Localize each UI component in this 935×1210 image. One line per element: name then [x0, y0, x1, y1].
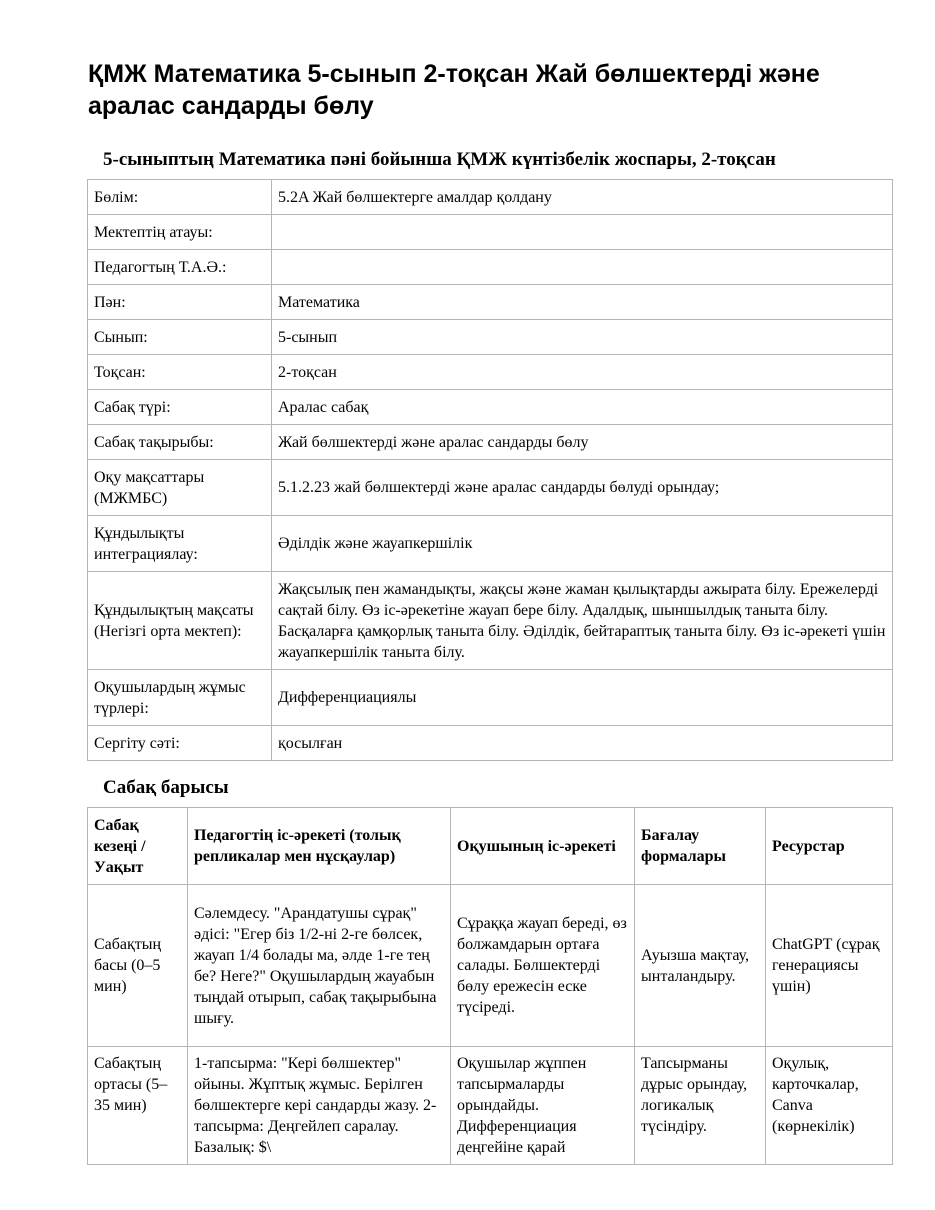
info-key: Тоқсан: — [88, 355, 272, 390]
info-key: Сабақ тақырыбы: — [88, 425, 272, 460]
info-key: Құндылықтың мақсаты (Негізгі орта мектеп): — [88, 572, 272, 670]
table-row — [88, 726, 893, 761]
table-row — [88, 1047, 893, 1165]
info-key: Сынып: — [88, 320, 272, 355]
info-value: қосылған — [272, 726, 893, 761]
info-key: Оқу мақсаттары (МЖМБС) — [88, 460, 272, 516]
table-row — [88, 460, 893, 516]
cell-student: Сұраққа жауап береді, өз болжамдарын ортаға салады. Бөлшектерді бөлу ережесін еске түсіреді. — [451, 885, 635, 1047]
info-value: 2-тоқсан — [272, 355, 893, 390]
column-header-resources: Ресурстар — [766, 808, 893, 885]
cell-student: Оқушылар жұппен тапсырмаларды орындайды. Дифференциация деңгейіне қарай — [451, 1047, 635, 1165]
cell-stage: Сабақтың басы (0–5 мин) — [88, 885, 188, 1047]
info-key: Сабақ түрі: — [88, 390, 272, 425]
info-value: Аралас сабақ — [272, 390, 893, 425]
info-key: Мектептің атауы: — [88, 215, 272, 250]
table-row — [88, 250, 893, 285]
table-row — [88, 320, 893, 355]
info-value — [272, 250, 893, 285]
info-value: Дифференциациялы — [272, 670, 893, 726]
info-value: 5.1.2.23 жай бөлшектерді және аралас сандарды бөлуді орындау; — [272, 460, 893, 516]
info-key: Бөлім: — [88, 180, 272, 215]
table-row — [88, 425, 893, 460]
table-row — [88, 390, 893, 425]
lesson-progress-table — [87, 807, 893, 1165]
info-value: Жай бөлшектерді және аралас сандарды бөлу — [272, 425, 893, 460]
info-key: Педагогтың Т.А.Ә.: — [88, 250, 272, 285]
info-key: Оқушылардың жұмыс түрлері: — [88, 670, 272, 726]
info-value: Жақсылық пен жамандықты, жақсы және жаман қылықтарды ажырата білу. Ережелерді сақтай білу. Өз іс-әрекетіне жауап бере білу. Адалдық, шыншылдық таныта білу. Басқаларға қамқорлық таныта білу. Әділдік, бейтараптық таныта білу. Өз іс-әрекеті үшін жауапкершілік таныта білу. — [272, 572, 893, 670]
table-row — [88, 670, 893, 726]
info-value: Әділдік және жауапкершілік — [272, 516, 893, 572]
info-key: Құндылықты интеграциялау: — [88, 516, 272, 572]
document-title: ҚМЖ Математика 5-сынып 2-тоқсан Жай бөлшектерді және аралас сандарды бөлу — [88, 60, 820, 120]
info-key: Пән: — [88, 285, 272, 320]
table-row — [88, 355, 893, 390]
column-header-student: Оқушының іс-әрекеті — [451, 808, 635, 885]
cell-resources: Оқулық, карточкалар, Canva (көрнекілік) — [766, 1047, 893, 1165]
info-value — [272, 215, 893, 250]
info-value: 5-сынып — [272, 320, 893, 355]
cell-teacher: Сәлемдесу. "Арандатушы сұрақ" әдісі: "Егер біз 1/2-ні 2-ге бөлсек, жауап 1/4 болады ма, әлде 1-ге тең бе? Неге?" Оқушылардың жауабын тыңдай отырып, сабақ тақырыбына шығу. — [188, 885, 451, 1047]
cell-resources: ChatGPT (сұрақ генерациясы үшін) — [766, 885, 893, 1047]
cell-stage: Сабақтың ортасы (5–35 мин) — [88, 1047, 188, 1165]
table-row — [88, 885, 893, 1047]
plan-heading: 5-сыныптың Математика пәні бойынша ҚМЖ күнтізбелік жоспары, 2-тоқсан — [103, 149, 776, 170]
info-value: Математика — [272, 285, 893, 320]
table-row — [88, 516, 893, 572]
cell-assessment: Ауызша мақтау, ынталандыру. — [635, 885, 766, 1047]
table-row — [88, 215, 893, 250]
column-header-assessment: Бағалау формалары — [635, 808, 766, 885]
table-row — [88, 180, 893, 215]
info-key: Сергіту сәті: — [88, 726, 272, 761]
column-header-teacher: Педагогтің іс-әрекеті (толық репликалар мен нұсқаулар) — [188, 808, 451, 885]
column-header-stage: Сабақ кезеңі / Уақыт — [88, 808, 188, 885]
lesson-info-table — [87, 179, 893, 761]
cell-assessment: Тапсырманы дұрыс орындау, логикалық түсіндіру. — [635, 1047, 766, 1165]
progress-heading: Сабақ барысы — [103, 777, 229, 798]
table-row — [88, 572, 893, 670]
info-value: 5.2A Жай бөлшектерге амалдар қолдану — [272, 180, 893, 215]
table-header-row — [88, 808, 893, 885]
table-row — [88, 285, 893, 320]
cell-teacher: 1-тапсырма: "Кері бөлшектер" ойыны. Жұптық жұмыс. Берілген бөлшектерге кері сандарды жазу. 2-тапсырма: Деңгейлеп саралау. Базалық: $\ — [188, 1047, 451, 1165]
